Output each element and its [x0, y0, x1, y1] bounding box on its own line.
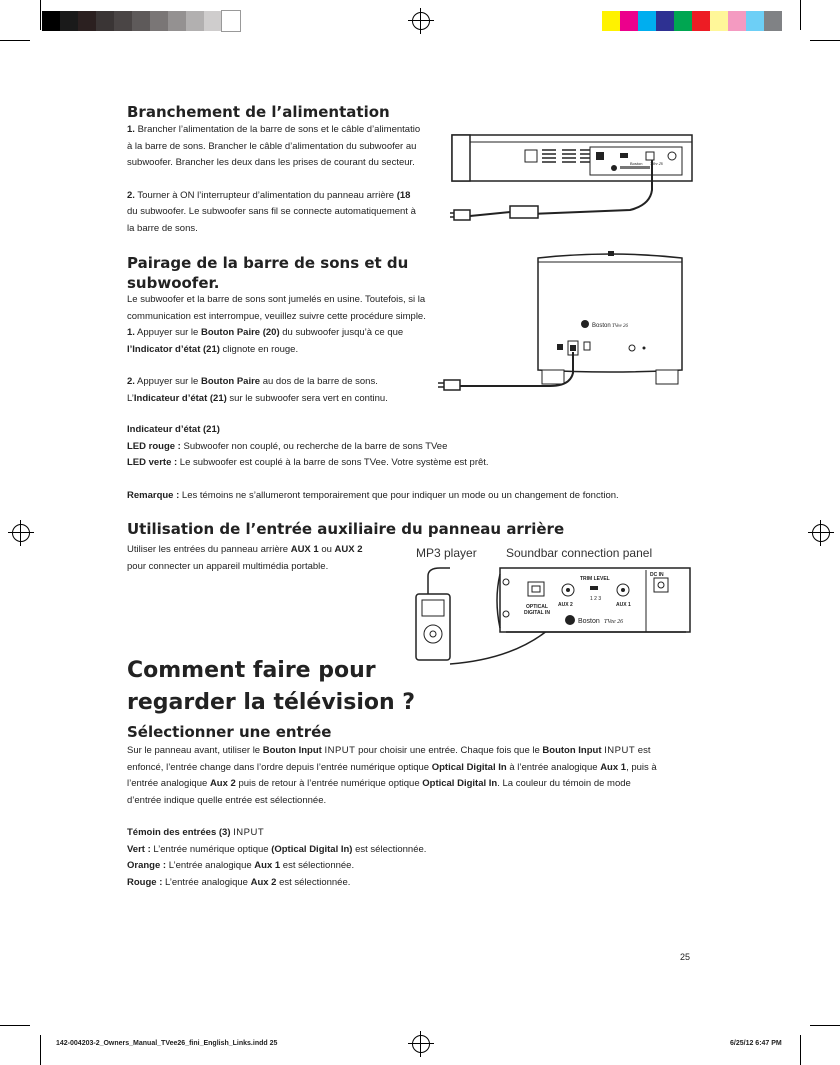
- red-label: Rouge :: [127, 876, 163, 888]
- green-label: Vert :: [127, 843, 151, 855]
- button-ref: Bouton Input: [262, 745, 322, 756]
- crop-mark: [810, 1025, 840, 1026]
- text: Appuyer sur le: [134, 327, 201, 338]
- title-line: Comment faire pour: [127, 658, 376, 683]
- text-line: Tourner à ON l’interrupteur d’alimentation du panneau arrière: [134, 189, 397, 201]
- footer-timestamp: 6/25/12 6:47 PM: [730, 1040, 782, 1047]
- text: L’entrée analogique: [162, 876, 251, 888]
- text: puis de retour à l’entrée numérique optique: [235, 778, 423, 789]
- section-heading-power: Branchement de l’alimentation: [127, 103, 390, 121]
- led-green-label: LED verte :: [127, 457, 178, 468]
- color-swatch: [656, 11, 674, 31]
- remark-text: Les témoins ne s’allumeront temporairement que pour indiquer un mode ou un changement de fonction.: [179, 489, 619, 501]
- remark-label: Remarque :: [127, 489, 180, 501]
- ref-number: (18: [396, 189, 411, 201]
- page-number: 25: [680, 952, 691, 962]
- color-swatch: [96, 11, 114, 31]
- button-ref: Bouton Paire: [200, 376, 261, 387]
- heading-line: Pairage de la barre de sons et du: [127, 254, 409, 272]
- trim-values-label: 1 2 3: [590, 596, 602, 602]
- text-line: Le subwoofer et la barre de sons sont jumelés en usine. Toutefois, si la: [127, 294, 426, 305]
- text: à l’entrée analogique: [506, 761, 601, 773]
- color-swatch: [114, 11, 132, 31]
- step-number: 1.: [127, 327, 135, 338]
- legend-title: Témoin des entrées: [127, 827, 217, 838]
- crop-mark: [40, 1035, 41, 1065]
- color-swatch: [132, 11, 150, 31]
- text: Utiliser les entrées du panneau arrière: [127, 544, 291, 555]
- text: est: [635, 745, 651, 756]
- aux-instructions: [127, 542, 363, 575]
- button-ref: Bouton Input: [542, 745, 602, 756]
- grayscale-color-bar: [42, 11, 238, 31]
- figure-caption-mp3: MP3 player: [416, 546, 477, 560]
- color-swatch: [674, 11, 692, 31]
- color-swatch: [638, 11, 656, 31]
- subwoofer-model-label: TVee 26: [612, 324, 628, 329]
- color-swatch: [168, 11, 186, 31]
- step-number: 2.: [127, 376, 135, 387]
- color-swatch: [186, 11, 204, 31]
- color-swatch: [764, 11, 782, 31]
- text: est sélectionnée.: [280, 860, 355, 871]
- panel-brand-label: Boston: [578, 618, 600, 625]
- pairing-instructions: [127, 292, 447, 407]
- indicator-ref: l’Indicator d’état: [127, 343, 201, 355]
- aux2-ref: AUX 2: [334, 544, 363, 555]
- crop-mark: [800, 0, 801, 30]
- color-swatch: [78, 11, 96, 31]
- text-line: communication est interrompue, veuillez suivre cette procédure simple.: [127, 310, 426, 322]
- section-heading-aux: Utilisation de l’entrée auxiliaire du panneau arrière: [127, 520, 565, 538]
- orange-label: Orange :: [127, 860, 167, 871]
- color-swatch: [222, 11, 240, 31]
- aux-connection-illustration: [410, 562, 700, 668]
- indicator-legend: [127, 422, 687, 504]
- text: clignote en rouge.: [219, 343, 299, 355]
- crop-mark: [800, 1035, 801, 1065]
- crop-mark: [810, 40, 840, 41]
- digital-in-label: DIGITAL IN: [524, 610, 550, 616]
- aux2-jack-label: AUX 2: [558, 602, 573, 608]
- text-line: du subwoofer. Le subwoofer sans fil se connecte automatiquement à: [127, 206, 416, 217]
- input-instructions: [127, 743, 697, 891]
- registration-mark-bottom: [412, 1035, 430, 1053]
- text: L’entrée analogique: [166, 860, 255, 871]
- aux1-jack-label: AUX 1: [616, 602, 631, 608]
- color-swatch: [710, 11, 728, 31]
- crop-mark: [0, 1025, 30, 1026]
- text-line: d’entrée indique quelle entrée est sélectionnée.: [127, 794, 327, 806]
- text-line: subwoofer. Brancher les deux dans les prises de courant du secteur.: [127, 157, 415, 168]
- trim-level-label: TRIM LEVEL: [580, 576, 610, 582]
- color-swatch: [42, 11, 60, 31]
- text: enfoncé, l’entrée change dans l’ordre depuis l’entrée numérique optique: [127, 761, 432, 773]
- indicator-ref: Indicateur d’état: [133, 392, 208, 404]
- process-color-bar: [602, 11, 798, 31]
- color-swatch: [728, 11, 746, 31]
- text-line: Brancher l’alimentation de la barre de sons et le câble d’alimentatio: [134, 124, 421, 135]
- text: , puis à: [626, 761, 657, 773]
- input-ref: Aux 1: [600, 761, 627, 773]
- subwoofer-rear-illustration: [420, 248, 700, 396]
- crop-mark: [40, 0, 41, 30]
- ref-number: (3): [216, 827, 234, 838]
- section-heading-input: Sélectionner une entrée: [127, 723, 332, 741]
- legend-title: Indicateur d’état: [127, 424, 201, 435]
- text: est sélectionnée.: [276, 876, 351, 888]
- section-heading-pairing: [127, 253, 408, 293]
- text: L’entrée numérique optique: [150, 843, 272, 855]
- registration-mark-top: [412, 12, 430, 30]
- step-number: 2.: [127, 189, 135, 201]
- color-swatch: [60, 11, 78, 31]
- text: Appuyer sur le: [134, 376, 201, 387]
- text: ou: [318, 544, 335, 555]
- registration-mark-left: [12, 524, 30, 542]
- input-ref: Aux 2: [250, 876, 277, 888]
- text-line: pour connecter un appareil multimédia portable.: [127, 560, 329, 572]
- text: pour choisir une entrée. Chaque fois que le: [355, 745, 543, 756]
- input-glyph: INPUT: [324, 745, 356, 756]
- input-ref: (Optical Digital In): [271, 843, 353, 855]
- crop-mark: [0, 40, 30, 41]
- input-ref: Aux 1: [254, 860, 281, 871]
- power-instructions: [127, 122, 429, 237]
- text: . La couleur du témoin de mode: [497, 778, 631, 789]
- color-swatch: [620, 11, 638, 31]
- text-line: la barre de sons.: [127, 222, 198, 234]
- text: sur le subwoofer sera vert en continu.: [226, 392, 388, 404]
- text: du subwoofer jusqu’à ce que: [279, 327, 404, 338]
- panel-model-label: TVee 26: [604, 619, 624, 625]
- ref-number: (21): [207, 392, 227, 404]
- soundbar-rear-illustration: [430, 130, 698, 230]
- input-glyph: INPUT: [233, 827, 265, 838]
- color-swatch: [204, 11, 222, 31]
- step-number: 1.: [127, 124, 135, 135]
- color-swatch: [150, 11, 168, 31]
- color-swatch: [602, 11, 620, 31]
- ref-number: (20): [260, 327, 280, 338]
- heading-line: subwoofer.: [127, 274, 220, 292]
- dc-in-label: DC IN: [650, 572, 664, 578]
- text: Sur le panneau avant, utiliser le: [127, 745, 263, 756]
- text: l’entrée analogique: [127, 778, 210, 789]
- color-swatch: [746, 11, 764, 31]
- optical-label: OPTICAL: [526, 604, 548, 610]
- input-glyph: INPUT: [604, 745, 636, 756]
- figure-caption-panel: Soundbar connection panel: [506, 546, 653, 560]
- input-ref: Optical Digital In: [431, 761, 507, 773]
- led-red-text: Subwoofer non couplé, ou recherche de la barre de sons TVee: [180, 440, 448, 452]
- ref-number: (21): [200, 424, 220, 435]
- subwoofer-brand-label: Boston: [592, 323, 611, 329]
- input-ref: Aux 2: [209, 778, 236, 789]
- color-swatch: [692, 11, 710, 31]
- footer-filename: 142-004203-2_Owners_Manual_TVee26_fini_English_Links.indd 25: [56, 1040, 278, 1047]
- title-line: regarder la télévision ?: [127, 690, 416, 715]
- page-title-tv: [127, 655, 415, 719]
- soundbar-brand-label: Boston: [630, 161, 643, 166]
- ref-number: (21): [200, 343, 220, 355]
- text: L’: [127, 392, 134, 404]
- text: est sélectionnée.: [352, 843, 427, 855]
- led-green-text: Le subwoofer est couplé à la barre de sons TVee. Votre système est prêt.: [177, 457, 489, 468]
- aux1-ref: AUX 1: [290, 544, 319, 555]
- text: au dos de la barre de sons.: [260, 376, 378, 387]
- registration-mark-right: [812, 524, 830, 542]
- led-red-label: LED rouge :: [127, 440, 181, 452]
- input-ref: Optical Digital In: [422, 778, 498, 789]
- soundbar-model-label: TVee 26: [650, 161, 663, 166]
- button-ref: Bouton Paire: [200, 327, 261, 338]
- text-line: à la barre de sons. Brancher le câble d’alimentation du subwoofer au: [127, 140, 417, 152]
